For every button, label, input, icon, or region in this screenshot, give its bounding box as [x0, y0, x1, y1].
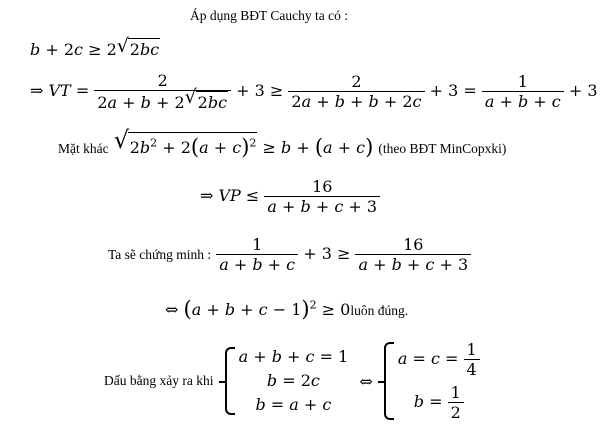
equivalent-line: ⇔ $(a + b + c - 1)^2$ ≥ 0luôn đúng.	[165, 297, 409, 321]
fraction: $\frac{1}{a + b + c}$	[482, 72, 564, 111]
theo-label: (theo BĐT MinCopxki)	[378, 141, 507, 156]
vp-estimate: ⇒ VP ≤ $\frac{16}{a + b + c + 3}$	[200, 177, 380, 216]
fraction: $\frac{16}{a + b + c + 3}$	[264, 177, 380, 216]
fraction: 2 2a + b + 2 √ 2bc	[94, 71, 231, 112]
dau-bang-label: Dấu bằng xảy ra khi	[104, 373, 214, 388]
fraction: $\frac{2}{2a + b + b + 2c}$	[288, 72, 424, 111]
vt-estimate: ⇒ VT = 2 2a + b + 2 √ 2bc + 3 ≥ $\frac{2}{2a + b + b + 2c}$ + 3 = $\frac{1}{a + b + c}$ + 3	[30, 71, 598, 112]
fraction: $\frac{1}{a + b + c}$	[216, 235, 298, 274]
equality-line: Dấu bằng xảy ra khi a + b + c = 1 b = 2c b = a + c ⇔ a = c = $\frac{1}{4}$ b = $\frac{1}{2}$	[104, 340, 480, 422]
heading: Áp dụng BĐT Cauchy ta có :	[190, 8, 348, 23]
cauchy-inequality: b + 2c ≥ 2 √ 2bc	[30, 35, 160, 59]
sqrt: √ 2bc	[116, 35, 160, 59]
ta-se-chung-minh-label: Ta sẽ chứng minh :	[108, 247, 212, 262]
mat-khac-label: Mặt khác	[58, 141, 109, 156]
system-left: a + b + c = 1 b = 2c b = a + c	[225, 345, 349, 417]
fraction: $\frac{16}{a + b + c + 3}$	[355, 235, 471, 274]
system-right: a = c = $\frac{1}{4}$ b = $\frac{1}{2}$	[384, 340, 480, 422]
to-prove-line: Ta sẽ chứng minh : $\frac{1}{a + b + c}$ + 3 ≥ $\frac{16}{a + b + c + 3}$	[108, 235, 471, 274]
luon-dung-label: luôn đúng.	[350, 303, 409, 318]
minkowski-line: Mặt khác √ $2b^2 + 2(a + c)^2 \ge b + (a + c)$ (theo BĐT MinCopxki)	[58, 126, 507, 159]
